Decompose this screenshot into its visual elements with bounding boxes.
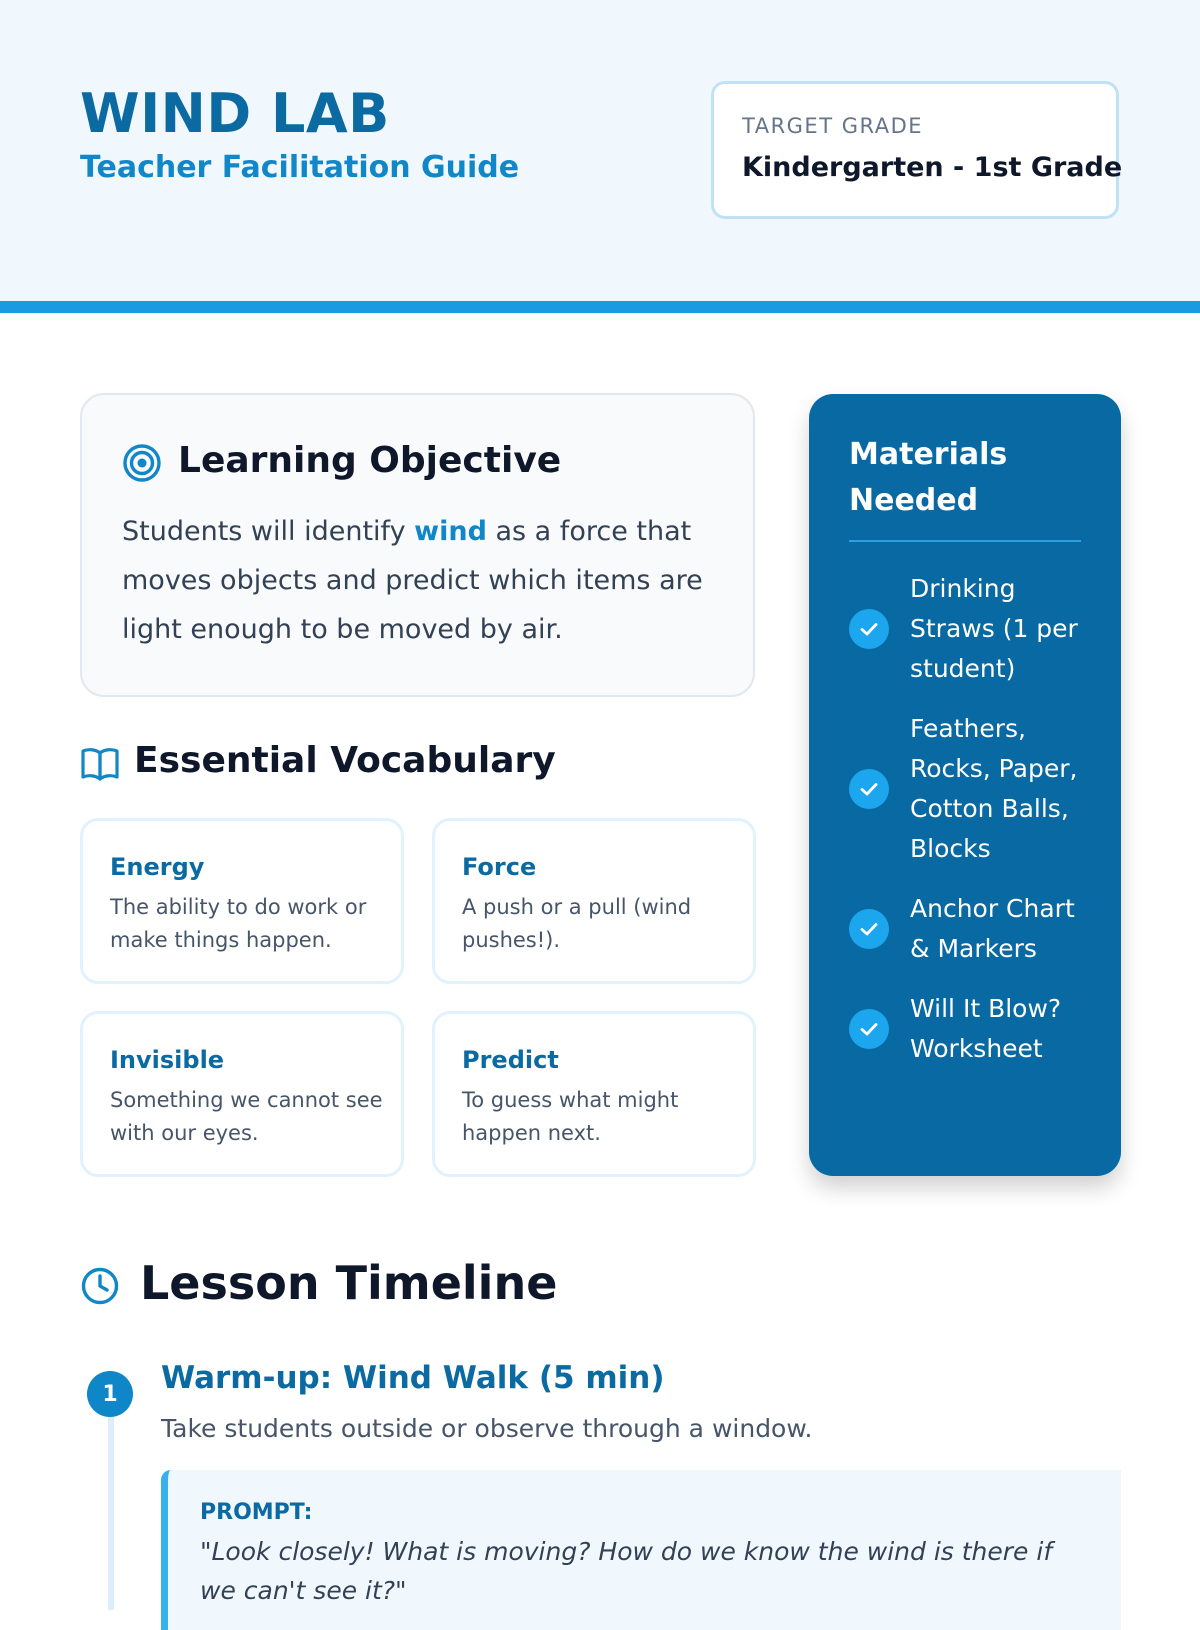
target-grade-value: Kindergarten - 1st Grade [742, 152, 1123, 183]
materials-item [849, 569, 1089, 689]
prompt-label: PROMPT: [200, 1500, 313, 1525]
vocab-term: Invisible [110, 1046, 225, 1074]
vocab-card-force [432, 818, 756, 984]
objective-highlight: wind [414, 516, 487, 547]
vocab-term: Energy [110, 853, 205, 881]
vocabulary-title: Essential Vocabulary [134, 740, 556, 781]
clock-icon [80, 1266, 120, 1306]
learning-objective-title: Learning Objective [178, 440, 562, 481]
objective-text-end: as a force that moves objects and predict which items are light enough to be moved by air. [122, 516, 703, 645]
step-title: Warm-up: Wind Walk (5 min) [161, 1360, 665, 1396]
materials-item-label: Will It Blow? Worksheet [910, 994, 1062, 1063]
prompt-box [161, 1470, 1121, 1630]
materials-panel [809, 394, 1121, 1176]
materials-item-label: Anchor Chart & Markers [910, 894, 1075, 963]
check-icon [849, 769, 889, 809]
learning-objective-text [122, 507, 722, 654]
timeline-line [108, 1410, 114, 1610]
check-icon [849, 1009, 889, 1049]
target-grade-label: TARGET GRADE [742, 114, 924, 138]
learning-objective-card [80, 393, 755, 697]
vocab-term: Force [462, 853, 537, 881]
vocab-definition: The ability to do work or make things happen. [110, 895, 367, 952]
vocab-card-predict [432, 1011, 756, 1177]
materials-item-label: Feathers, Rocks, Paper, Cotton Balls, Blocks [910, 714, 1078, 863]
materials-item [849, 889, 1089, 969]
check-icon [849, 909, 889, 949]
vocab-definition: A push or a pull (wind pushes!). [462, 895, 692, 952]
page-subtitle: Teacher Facilitation Guide [80, 150, 520, 185]
vocab-definition: To guess what might happen next. [462, 1088, 679, 1145]
page-title: WIND LAB [80, 82, 390, 145]
vocab-definition: Something we cannot see with our eyes. [110, 1088, 383, 1145]
materials-item-label: Drinking Straws (1 per student) [910, 574, 1078, 683]
materials-divider [849, 540, 1081, 542]
step-description: Take students outside or observe through a window. [161, 1414, 813, 1443]
prompt-text: "Look closely! What is moving? How do we know the wind is there if we can't see it?" [200, 1537, 1053, 1605]
materials-item [849, 989, 1089, 1069]
vocab-term: Predict [462, 1046, 559, 1074]
book-icon [80, 746, 120, 782]
target-grade-card [711, 81, 1123, 219]
header-divider [0, 301, 1200, 313]
vocab-card-invisible [80, 1011, 404, 1177]
header [0, 0, 1200, 302]
vocab-card-energy [80, 818, 404, 984]
timeline-title: Lesson Timeline [140, 1256, 558, 1310]
materials-item [849, 709, 1089, 869]
objective-text-start: Students will identify [122, 516, 415, 547]
target-icon [122, 443, 162, 483]
step-number-badge: 1 [87, 1371, 133, 1417]
materials-title: Materials Needed [849, 437, 1008, 518]
check-icon [849, 609, 889, 649]
